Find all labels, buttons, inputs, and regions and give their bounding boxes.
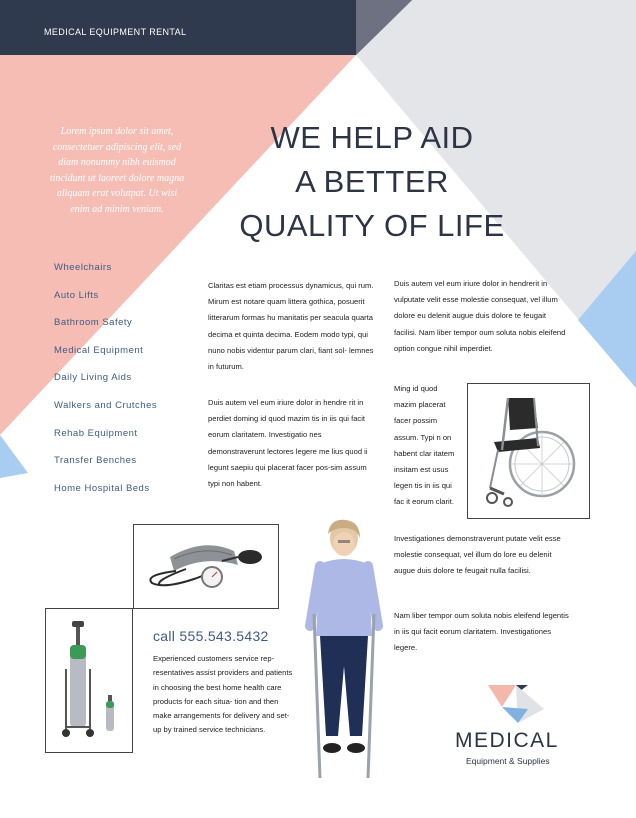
- blood-pressure-monitor-photo: [133, 524, 279, 609]
- woman-with-crutches-icon: [298, 516, 388, 786]
- oxygen-tank-icon: [46, 609, 132, 752]
- category-item: Daily Living Aids: [54, 372, 132, 384]
- body-paragraph: Nam liber tempor oum soluta nobis eleifend legentis in iis qui facit eorum claritatem. Investigationes legere.: [394, 611, 569, 653]
- body-paragraph: Duis autem vel eum iriure dolor in hendrerit in vulputate velit esse molestie consequat, vel illum dolore eu delenit augue duis dolore te feugait facilisi. Nam liber tempor oum soluta nobis eleifend option congue nihil imperdiet.: [394, 279, 566, 353]
- phone-number[interactable]: call 555.543.5432: [153, 628, 269, 644]
- category-item: Auto Lifts: [54, 289, 99, 301]
- brand-tagline: Equipment & Supplies: [466, 756, 550, 766]
- wheelchair-photo: [467, 383, 590, 519]
- headline-line-2: A BETTER: [295, 164, 449, 199]
- body-paragraph: Investigationes demonstraverunt putate velit esse molestie consequat, vel illum do lore eu delenit augue duis dolore te feugait nulla facilisi.: [394, 534, 561, 576]
- category-list: [54, 262, 157, 510]
- category-item: Home Hospital Beds: [54, 482, 150, 494]
- medical-logo-icon: [488, 685, 544, 725]
- headline-line-3: QUALITY OF LIFE: [239, 208, 505, 243]
- category-item: Walkers and Crutches: [54, 399, 158, 411]
- headline-line-1: WE HELP AID: [270, 120, 474, 155]
- body-paragraph: Ming id quod mazim placerat facer possim assum. Typi n on habent clar itatem insitam est usus legen tis in iis qui fac it eorum clarit.: [394, 384, 455, 507]
- oxygen-tank-photo: [45, 608, 133, 753]
- brand-name: MEDICAL: [455, 729, 559, 752]
- wheelchair-icon: [468, 384, 589, 518]
- headline: [200, 116, 544, 248]
- category-item: Bathroom Safety: [54, 317, 133, 329]
- category-item: Rehab Equipment: [54, 427, 138, 439]
- header-label: MEDICAL EQUIPMENT RENTAL: [44, 27, 187, 37]
- intro-text: Lorem ipsum dolor sit amet, consectetuer adipiscing elit, sed diam nonummy nibh euismod tincidunt ut laoreet dolore magna aliquam erat volutpat. Ut wisi enim ad minim veniam.: [49, 126, 185, 215]
- contact-description: Experienced customers service rep- resentatives assist providers and patients in choosing the best home health care products for each situa- tion and then make arrangements for delivery and set-up by trained service technicians.: [153, 654, 293, 735]
- category-item: Wheelchairs: [54, 262, 112, 273]
- body-paragraph: Duis autem vel eum iriure dolor in hendre rit in perdiet doming id quod mazim tis in iis qui facit eorum claritatem. Investigatio nes demonstraverunt lectores legere me lius quod ii legunt saepiu qui placerat facer pos-sim assum typi non habent.: [208, 398, 368, 489]
- logo-mark: [488, 685, 544, 725]
- body-paragraph: Claritas est etiam processus dynamicus, qui rum. Mirum est notare quam littera gothica, posuerit litterarum formas hu manitatis per seacula quarta decima et quinta decima. Eodem modo typi, qui nuno nobis videntur parum clari, fiant sol- lemnes in futurum.: [208, 281, 374, 372]
- category-item: Medical Equipment: [54, 344, 144, 356]
- woman-with-crutches-photo: [298, 516, 388, 786]
- category-item: Transfer Benches: [54, 455, 137, 467]
- blood-pressure-monitor-icon: [134, 525, 278, 608]
